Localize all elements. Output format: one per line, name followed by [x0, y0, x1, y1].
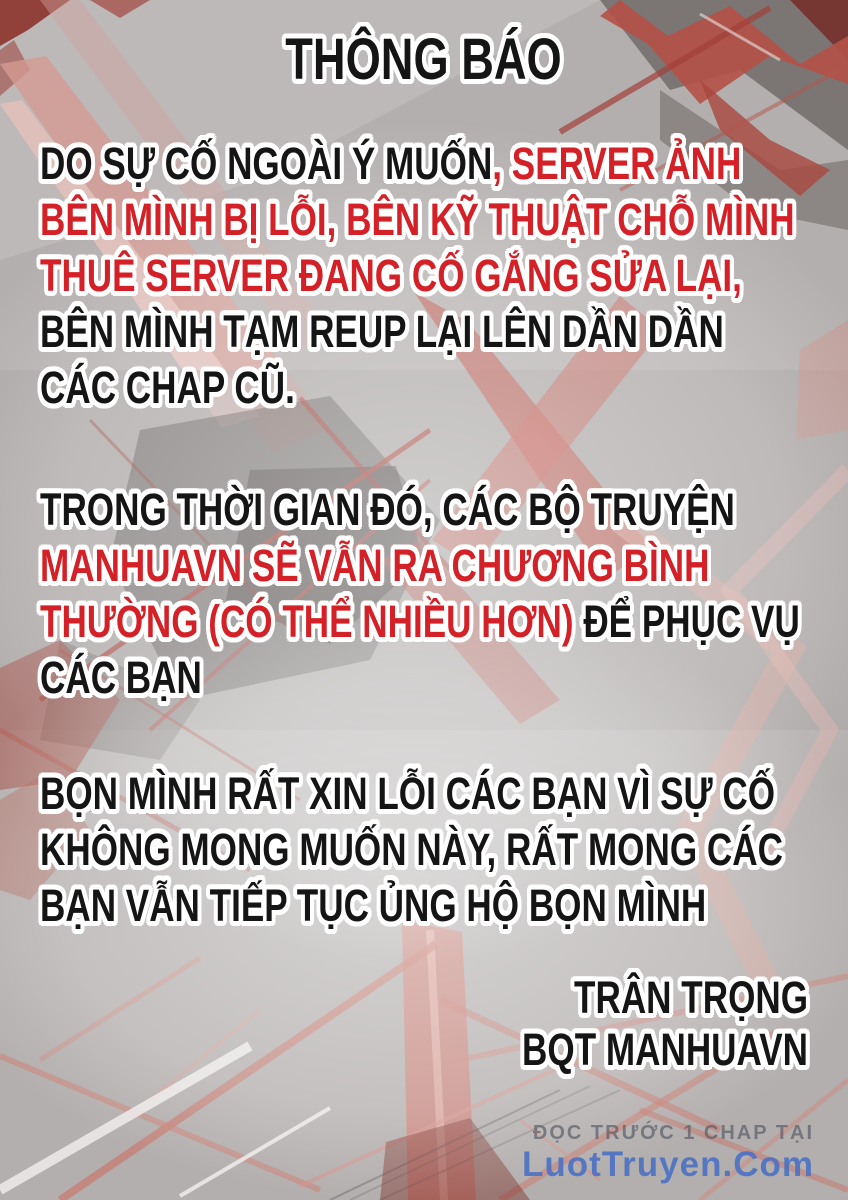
notice-body — [40, 0, 808, 1076]
text-segment-black: BÊN MÌNH TẠM REUP LẠI LÊN DẦN DẦN CÁC CHAP CŨ. — [40, 306, 724, 413]
text-segment-black: DO SỰ CỐ NGOÀI Ý MUỐN — [40, 138, 493, 189]
paragraph-server-issue — [40, 136, 807, 416]
text-segment-red: MANHUAVN SẼ VẪN RA CHƯƠNG BÌNH THƯỜNG (CÓ THỂ NHIỀU HƠN) — [40, 540, 710, 647]
text-segment-black: ĐỂ PHỤC VỤ CÁC BẠN — [40, 596, 800, 703]
signature-team: BQT MANHUAVN — [522, 1024, 808, 1075]
watermark-site: LuotTruyen.Com — [521, 1145, 814, 1184]
title-wrapper — [41, 28, 808, 92]
signature-block — [41, 972, 808, 1076]
signature-wrapper — [41, 972, 808, 1076]
watermark-tagline: ĐỌC TRƯỚC 1 CHAP TẠI — [532, 1122, 814, 1144]
watermark — [522, 1122, 814, 1185]
signature-regards: TRÂN TRỌNG — [574, 972, 808, 1023]
paragraph-release-schedule — [40, 482, 807, 706]
paragraph-apology: BỌN MÌNH RẤT XIN LỖI CÁC BẠN VÌ SỰ CỐ KHÔNG MONG MUỐN NÀY, RẤT MONG CÁC BẠN VẪN TIẾP TỤC ỦNG HỘ BỌN MÌNH — [40, 768, 783, 931]
paragraphs-wrapper — [40, 136, 807, 934]
text-segment-red: , SERVER ẢNH BÊN MÌNH BỊ LỖI, BÊN KỸ THUẬT CHỖ MÌNH THUÊ SERVER ĐANG CỐ GẮNG SỬA LẠI, — [40, 138, 795, 301]
text-segment-black: TRONG THỜI GIAN ĐÓ, CÁC BỘ TRUYỆN — [40, 484, 735, 535]
page-title: THÔNG BÁO — [285, 27, 563, 92]
